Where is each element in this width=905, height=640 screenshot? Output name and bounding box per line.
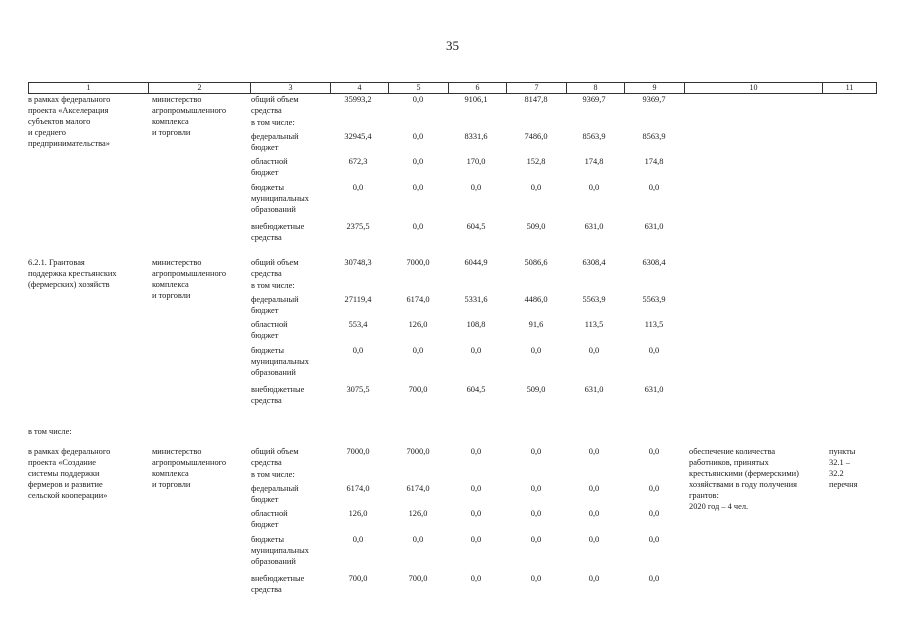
amount-cell: 0,0 bbox=[470, 447, 482, 456]
source-label: бюджеты bbox=[251, 346, 285, 355]
result-indicator: грантов: bbox=[689, 491, 719, 500]
source-label: образований bbox=[251, 557, 296, 566]
source-label: средства bbox=[251, 106, 282, 115]
amount-cell: 0,0 bbox=[648, 183, 660, 192]
header-col: 6 bbox=[449, 83, 507, 93]
source-label: средства bbox=[251, 233, 282, 242]
amount-cell: 0,0 bbox=[648, 484, 660, 493]
executor-name: и торговли bbox=[152, 291, 191, 300]
amount-cell: 8147,8 bbox=[524, 95, 548, 104]
amount-cell: 5331,6 bbox=[464, 295, 488, 304]
header-col: 2 bbox=[149, 83, 251, 93]
result-indicator: обеспечение количества bbox=[689, 447, 776, 456]
amount-cell: 32945,4 bbox=[344, 132, 372, 141]
amount-cell: 509,0 bbox=[526, 385, 546, 394]
activity-name: проекта «Создание bbox=[28, 458, 96, 467]
amount-cell: 631,0 bbox=[584, 385, 604, 394]
amount-cell: 27119,4 bbox=[344, 295, 372, 304]
amount-cell: 0,0 bbox=[530, 484, 542, 493]
source-label: в том числе: bbox=[251, 118, 295, 127]
source-label: образований bbox=[251, 368, 296, 377]
source-label: образований bbox=[251, 205, 296, 214]
amount-cell: 0,0 bbox=[470, 535, 482, 544]
amount-cell: 7000,0 bbox=[346, 447, 370, 456]
amount-cell: 0,0 bbox=[588, 574, 600, 583]
amount-cell: 631,0 bbox=[644, 385, 664, 394]
amount-cell: 0,0 bbox=[588, 535, 600, 544]
source-label: областной bbox=[251, 509, 288, 518]
amount-cell: 7000,0 bbox=[406, 447, 430, 456]
reference-note: 32.1 – bbox=[829, 458, 850, 467]
activity-name: (фермерских) хозяйств bbox=[28, 280, 110, 289]
header-col: 8 bbox=[567, 83, 625, 93]
amount-cell: 170,0 bbox=[466, 157, 486, 166]
amount-cell: 0,0 bbox=[648, 509, 660, 518]
header-col: 10 bbox=[685, 83, 823, 93]
source-label: в том числе: bbox=[251, 470, 295, 479]
amount-cell: 30748,3 bbox=[344, 258, 372, 267]
amount-cell: 0,0 bbox=[470, 183, 482, 192]
amount-cell: 0,0 bbox=[412, 95, 424, 104]
source-label: средства bbox=[251, 585, 282, 594]
source-label: внебюджетные bbox=[251, 574, 305, 583]
amount-cell: 0,0 bbox=[412, 157, 424, 166]
amount-cell: 0,0 bbox=[470, 346, 482, 355]
source-label: бюджет bbox=[251, 520, 279, 529]
header-col: 9 bbox=[625, 83, 685, 93]
amount-cell: 6174,0 bbox=[406, 484, 430, 493]
amount-cell: 2375,5 bbox=[346, 222, 370, 231]
executor-name: комплекса bbox=[152, 469, 189, 478]
executor-name: комплекса bbox=[152, 117, 189, 126]
amount-cell: 0,0 bbox=[470, 509, 482, 518]
amount-cell: 35993,2 bbox=[344, 95, 372, 104]
amount-cell: 9106,1 bbox=[464, 95, 488, 104]
amount-cell: 0,0 bbox=[412, 132, 424, 141]
source-label: внебюджетные bbox=[251, 222, 305, 231]
header-col: 4 bbox=[331, 83, 389, 93]
source-label: федеральный bbox=[251, 295, 299, 304]
executor-name: министерство bbox=[152, 95, 202, 104]
amount-cell: 0,0 bbox=[588, 484, 600, 493]
activity-name: системы поддержки bbox=[28, 469, 100, 478]
amount-cell: 0,0 bbox=[412, 346, 424, 355]
amount-cell: 0,0 bbox=[648, 535, 660, 544]
source-label: муниципальных bbox=[251, 546, 309, 555]
activity-name: фермеров и развитие bbox=[28, 480, 103, 489]
amount-cell: 0,0 bbox=[412, 535, 424, 544]
amount-cell: 113,5 bbox=[644, 320, 664, 329]
amount-cell: 152,8 bbox=[526, 157, 546, 166]
executor-name: и торговли bbox=[152, 480, 191, 489]
amount-cell: 5563,9 bbox=[582, 295, 606, 304]
source-label: средства bbox=[251, 458, 282, 467]
result-indicator: 2020 год – 4 чел. bbox=[689, 502, 749, 511]
header-col: 11 bbox=[823, 83, 877, 93]
source-label: бюджеты bbox=[251, 535, 285, 544]
section-label: в том числе: bbox=[28, 427, 72, 436]
amount-cell: 0,0 bbox=[648, 574, 660, 583]
amount-cell: 0,0 bbox=[352, 346, 364, 355]
reference-note: 32.2 bbox=[829, 469, 844, 478]
source-label: бюджет bbox=[251, 143, 279, 152]
amount-cell: 174,8 bbox=[644, 157, 664, 166]
activity-name: предпринимательства» bbox=[28, 139, 110, 148]
page-number: 35 bbox=[446, 38, 459, 53]
amount-cell: 0,0 bbox=[530, 447, 542, 456]
amount-cell: 4486,0 bbox=[524, 295, 548, 304]
amount-cell: 0,0 bbox=[412, 222, 424, 231]
amount-cell: 0,0 bbox=[470, 484, 482, 493]
amount-cell: 0,0 bbox=[470, 574, 482, 583]
amount-cell: 5563,9 bbox=[642, 295, 666, 304]
amount-cell: 553,4 bbox=[348, 320, 368, 329]
result-indicator: хозяйствами в году получения bbox=[689, 480, 797, 489]
amount-cell: 604,5 bbox=[466, 222, 486, 231]
source-label: средства bbox=[251, 269, 282, 278]
amount-cell: 126,0 bbox=[408, 509, 428, 518]
amount-cell: 5086,6 bbox=[524, 258, 548, 267]
amount-cell: 113,5 bbox=[584, 320, 604, 329]
executor-name: министерство bbox=[152, 258, 202, 267]
amount-cell: 6174,0 bbox=[346, 484, 370, 493]
source-label: областной bbox=[251, 157, 288, 166]
activity-name: в рамках федерального bbox=[28, 95, 111, 104]
activity-name: субъектов малого bbox=[28, 117, 91, 126]
executor-name: агропромышленного bbox=[152, 458, 227, 467]
amount-cell: 7000,0 bbox=[406, 258, 430, 267]
executor-name: агропромышленного bbox=[152, 106, 227, 115]
amount-cell: 0,0 bbox=[588, 346, 600, 355]
source-label: муниципальных bbox=[251, 194, 309, 203]
header-col: 1 bbox=[29, 83, 149, 93]
amount-cell: 174,8 bbox=[584, 157, 604, 166]
source-label: бюджет bbox=[251, 495, 279, 504]
activity-name: сельской кооперации» bbox=[28, 491, 108, 500]
executor-name: комплекса bbox=[152, 280, 189, 289]
amount-cell: 6308,4 bbox=[582, 258, 606, 267]
source-label: бюджеты bbox=[251, 183, 285, 192]
amount-cell: 700,0 bbox=[408, 574, 428, 583]
amount-cell: 0,0 bbox=[648, 447, 660, 456]
amount-cell: 91,6 bbox=[528, 320, 544, 329]
amount-cell: 108,8 bbox=[466, 320, 486, 329]
amount-cell: 126,0 bbox=[408, 320, 428, 329]
executor-name: агропромышленного bbox=[152, 269, 227, 278]
amount-cell: 7486,0 bbox=[524, 132, 548, 141]
result-indicator: работников, принятых bbox=[689, 458, 769, 467]
amount-cell: 0,0 bbox=[412, 183, 424, 192]
result-indicator: крестьянскими (фермерскими) bbox=[689, 469, 799, 478]
executor-name: министерство bbox=[152, 447, 202, 456]
amount-cell: 9369,7 bbox=[582, 95, 606, 104]
source-label: федеральный bbox=[251, 132, 299, 141]
amount-cell: 0,0 bbox=[588, 183, 600, 192]
amount-cell: 0,0 bbox=[588, 447, 600, 456]
header-col: 7 bbox=[507, 83, 567, 93]
activity-name: в рамках федерального bbox=[28, 447, 111, 456]
amount-cell: 0,0 bbox=[588, 509, 600, 518]
table-header-row bbox=[28, 82, 877, 94]
amount-cell: 126,0 bbox=[348, 509, 368, 518]
amount-cell: 0,0 bbox=[648, 346, 660, 355]
amount-cell: 0,0 bbox=[530, 183, 542, 192]
source-label: внебюджетные bbox=[251, 385, 305, 394]
source-label: федеральный bbox=[251, 484, 299, 493]
amount-cell: 672,3 bbox=[348, 157, 368, 166]
amount-cell: 9369,7 bbox=[642, 95, 666, 104]
source-label: бюджет bbox=[251, 168, 279, 177]
amount-cell: 6044,9 bbox=[464, 258, 488, 267]
amount-cell: 8563,9 bbox=[642, 132, 666, 141]
amount-cell: 604,5 bbox=[466, 385, 486, 394]
amount-cell: 6308,4 bbox=[642, 258, 666, 267]
reference-note: перечня bbox=[829, 480, 858, 489]
amount-cell: 631,0 bbox=[644, 222, 664, 231]
amount-cell: 0,0 bbox=[352, 535, 364, 544]
executor-name: и торговли bbox=[152, 128, 191, 137]
amount-cell: 0,0 bbox=[530, 535, 542, 544]
amount-cell: 0,0 bbox=[530, 346, 542, 355]
source-label: общий объем bbox=[251, 447, 299, 456]
source-label: бюджет bbox=[251, 331, 279, 340]
reference-note: пункты bbox=[829, 447, 856, 456]
amount-cell: 700,0 bbox=[348, 574, 368, 583]
source-label: бюджет bbox=[251, 306, 279, 315]
source-label: в том числе: bbox=[251, 281, 295, 290]
amount-cell: 3075,5 bbox=[346, 385, 370, 394]
source-label: общий объем bbox=[251, 95, 299, 104]
amount-cell: 700,0 bbox=[408, 385, 428, 394]
activity-name: 6.2.1. Грантовая bbox=[28, 258, 85, 267]
source-label: областной bbox=[251, 320, 288, 329]
source-label: муниципальных bbox=[251, 357, 309, 366]
amount-cell: 8331,6 bbox=[464, 132, 488, 141]
activity-name: и среднего bbox=[28, 128, 66, 137]
header-col: 3 bbox=[251, 83, 331, 93]
amount-cell: 8563,9 bbox=[582, 132, 606, 141]
header-col: 5 bbox=[389, 83, 449, 93]
activity-name: поддержка крестьянских bbox=[28, 269, 117, 278]
amount-cell: 0,0 bbox=[530, 509, 542, 518]
source-label: средства bbox=[251, 396, 282, 405]
amount-cell: 0,0 bbox=[352, 183, 364, 192]
amount-cell: 509,0 bbox=[526, 222, 546, 231]
amount-cell: 631,0 bbox=[584, 222, 604, 231]
amount-cell: 6174,0 bbox=[406, 295, 430, 304]
activity-name: проекта «Акселерация bbox=[28, 106, 109, 115]
source-label: общий объем bbox=[251, 258, 299, 267]
amount-cell: 0,0 bbox=[530, 574, 542, 583]
